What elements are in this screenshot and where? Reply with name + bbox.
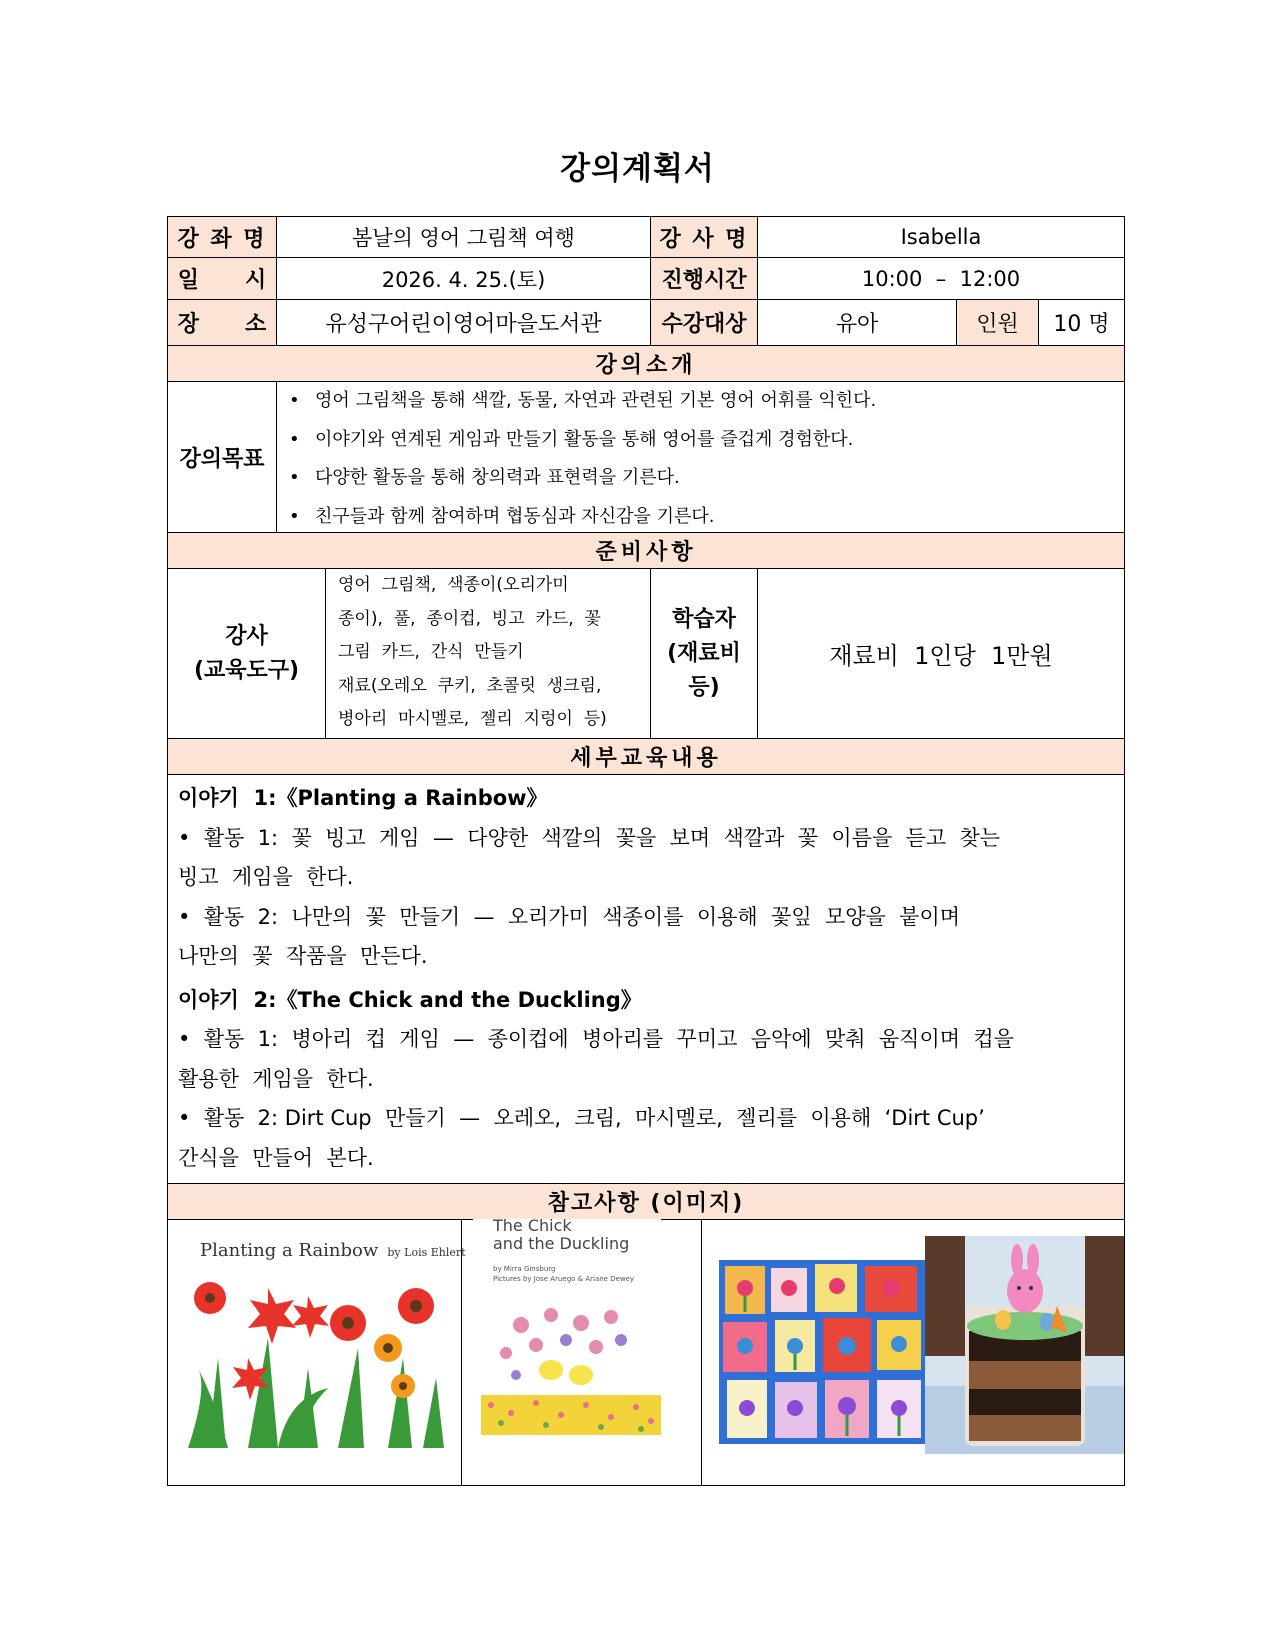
goal-list <box>277 382 1124 536</box>
page-title: 강의계획서 <box>560 151 715 187</box>
instructor-label: 강 사 명 <box>659 226 749 252</box>
goal-item: • 영어 그림책을 통해 색깔, 동물, 자연과 관련된 기본 영어 어휘를 익힌다. <box>277 382 1124 421</box>
book2-credit-1: by Mirra Ginsburg <box>493 1265 556 1273</box>
book2-title-1: The Chick <box>493 1219 572 1235</box>
target-value: 유아 <box>835 312 879 337</box>
place-label: 장 소 <box>177 312 267 337</box>
detail-header: 세부교육내용 <box>570 745 722 771</box>
prep-header: 준비사항 <box>595 539 697 565</box>
detail-line: 활용한 게임을 한다. <box>178 1066 374 1091</box>
detail-line: 빙고 게임을 한다. <box>178 865 354 889</box>
course-value: 봄날의 영어 그림책 여행 <box>352 226 575 250</box>
detail-line: • 활동 2: Dirt Cup 만들기 — 오레오, 크림, 마시멜로, 젤리를 이용해 ‘Dirt Cup’ <box>178 1106 985 1130</box>
tools-line: 영어 그림책, 색종이(오리가미 <box>338 575 569 595</box>
prep-band <box>168 532 1124 568</box>
intro-band <box>168 345 1124 381</box>
book1-title-row <box>200 1240 466 1261</box>
place-value: 유성구어린이영어마을도서관 <box>325 312 602 337</box>
learner-label-line: 등) <box>688 674 720 700</box>
story-heading: 이야기 1:《Planting a Rainbow》 <box>178 786 548 810</box>
book1-cover <box>188 1236 466 1448</box>
book1-title: Planting a Rainbow <box>200 1240 379 1261</box>
book2-title-2: and the Duckling <box>493 1234 630 1253</box>
detail-line: • 활동 1: 병아리 컵 게임 — 종이컵에 병아리를 꾸미고 음악에 맞춰 움직이며 컵을 <box>178 1027 1014 1051</box>
detail-line: • 활동 2: 나만의 꽃 만들기 — 오리가미 색종이를 이용해 꽃잎 모양을 붙이며 <box>178 904 961 929</box>
time-label: 진행시간 <box>661 268 747 293</box>
tools-line: 그림 카드, 간식 만들기 <box>338 642 524 662</box>
tools-line: 종이), 풀, 종이컵, 빙고 카드, 꽃 <box>338 608 601 629</box>
detail-line: 간식을 만들어 본다. <box>178 1145 374 1170</box>
goal-label: 강의목표 <box>179 446 265 472</box>
learner-label-line: (재료비 <box>667 640 741 666</box>
goal-list-cell <box>277 382 1124 532</box>
intro-header: 강의소개 <box>595 352 697 378</box>
book2-credit-2: Pictures by Jose Aruego & Ariane Dewey <box>493 1275 635 1283</box>
tools-line: 재료(오레오 쿠키, 초콜릿 생크림, <box>338 675 602 696</box>
teacher-label-line: (교육도구) <box>193 657 300 683</box>
goal-item: • 다양한 활동을 통해 창의력과 표현력을 기른다. <box>277 459 1124 498</box>
book1-author: by Lois Ehlert <box>387 1246 466 1259</box>
detail-line: • 활동 1: 꽃 빙고 게임 — 다양한 색깔의 꽃을 보며 색깔과 꽃 이름을 듣고 찾는 <box>178 825 1001 850</box>
count-value: 10 명 <box>1053 312 1110 337</box>
date-label: 일 시 <box>177 268 267 293</box>
tools-line: 병아리 마시멜로, 젤리 지렁이 등) <box>338 709 607 729</box>
time-value: 10:00 – 12:00 <box>861 266 1021 291</box>
goal-item: • 친구들과 함께 참여하며 협동심과 자신감을 기른다. <box>277 498 1124 537</box>
book2-cover <box>473 1219 661 1439</box>
date-value: 2026. 4. 25.(토) <box>381 267 546 292</box>
instructor-value: Isabella <box>900 225 982 249</box>
refs-band <box>168 1183 1124 1219</box>
learner-label-line: 학습자 <box>672 606 736 632</box>
rule <box>701 1219 702 1486</box>
dirt-cup-illustration <box>925 1236 1124 1454</box>
origami-illustration <box>719 1260 925 1444</box>
detail-band <box>168 738 1124 774</box>
story-heading: 이야기 2:《The Chick and the Duckling》 <box>178 987 642 1012</box>
target-label: 수강대상 <box>661 312 747 337</box>
teacher-label-line: 강사 <box>225 623 268 649</box>
goal-item: • 이야기와 연계된 게임과 만들기 활동을 통해 영어를 즐겁게 경험한다. <box>277 421 1124 460</box>
dirt-cup-photo <box>925 1236 1124 1454</box>
detail-line: 나만의 꽃 작품을 만든다. <box>178 944 428 968</box>
teacher-label <box>168 569 325 738</box>
count-label: 인원 <box>976 312 1019 337</box>
course-label: 강 좌 명 <box>177 226 267 252</box>
rule <box>167 345 1125 346</box>
origami-flowers-photo <box>719 1260 925 1444</box>
learner-fee: 재료비 1인당 1만원 <box>829 642 1053 670</box>
learner-label <box>651 569 757 738</box>
rule <box>167 738 1125 739</box>
teacher-tools <box>326 569 650 738</box>
rule <box>167 774 1125 775</box>
book1-illustration <box>188 1268 446 1448</box>
refs-header: 참고사항 (이미지) <box>547 1190 745 1216</box>
book2-illustration <box>481 1295 661 1435</box>
detail-content <box>178 779 1118 1178</box>
rule <box>167 1183 1125 1184</box>
